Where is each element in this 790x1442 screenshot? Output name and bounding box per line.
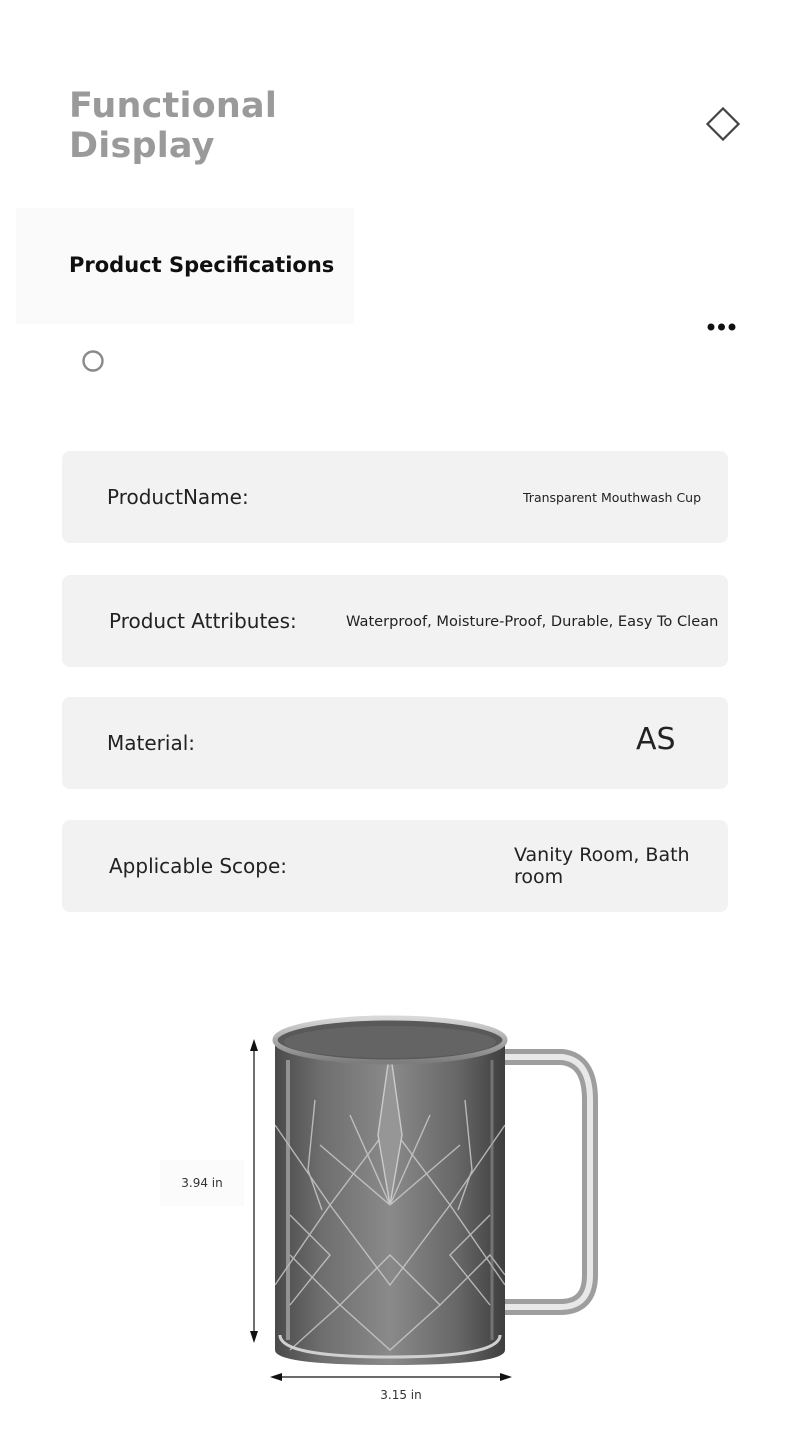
spec-header-label: Product Specifications: [69, 253, 335, 277]
dimension-height-label: 3.94 in: [160, 1160, 244, 1206]
more-icon[interactable]: [706, 320, 738, 334]
spec-label-material: Material:: [107, 731, 195, 755]
spec-header: [16, 208, 354, 324]
spec-value-attributes: Waterproof, Moisture-Proof, Durable, Easy To Clean: [346, 612, 719, 630]
spec-value-scope: Vanity Room, Bath room: [514, 844, 690, 888]
product-image: [150, 1005, 630, 1425]
dimension-width-label: 3.15 in: [380, 1388, 422, 1402]
spec-row-attributes: [62, 575, 728, 667]
spec-row-product-name: [62, 451, 728, 543]
spec-value-material: AS: [636, 721, 676, 757]
spec-label-scope: Applicable Scope:: [109, 854, 288, 878]
spec-label-product-name: ProductName:: [107, 485, 249, 509]
circle-icon[interactable]: [81, 349, 105, 373]
page-title: Functional Display: [69, 86, 278, 166]
spec-label-attributes: Product Attributes:: [109, 609, 297, 633]
spec-value-product-name: Transparent Mouthwash Cup: [523, 489, 702, 505]
diamond-icon[interactable]: [704, 105, 742, 143]
spec-row-material: [62, 697, 728, 789]
spec-row-scope: [62, 820, 728, 912]
